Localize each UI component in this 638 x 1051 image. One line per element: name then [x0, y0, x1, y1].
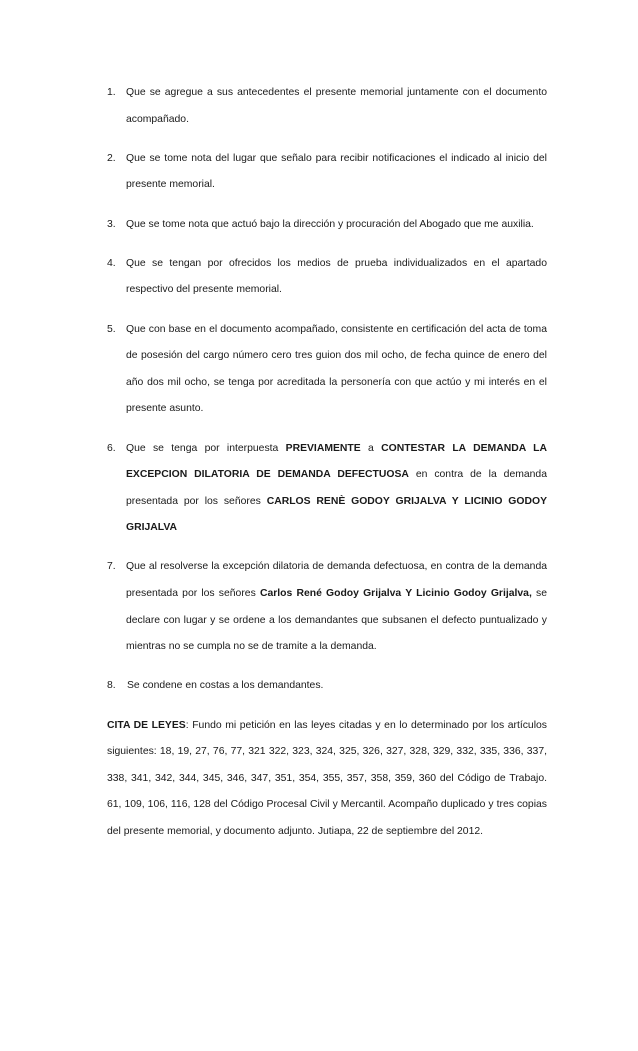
item-text-part: se declare con lugar y se ordene a los demandantes que subsanen el defecto puntualizado y mientras no se cumpla no se de tramite a la demanda.: [126, 588, 547, 653]
petition-item-5: [107, 317, 547, 423]
petition-item-1: [107, 80, 547, 133]
petition-item-3: [107, 212, 547, 239]
item-text: Que se tengan por ofrecidos los medios de prueba individualizados en el apartado respectivo del presente memorial.: [126, 257, 547, 296]
item-text-part: a: [360, 442, 382, 454]
item-bold-part: PREVIAMENTE: [285, 442, 361, 454]
item-bold-part: CONTESTAR LA DEMANDA LA EXCEPCION DILATORIA DE DEMANDA DEFECTUOSA: [126, 442, 547, 481]
document-body: [107, 80, 547, 846]
citations-text: : Fundo mi petición en las leyes citadas y en lo determinado por los artículos siguientes: 18, 19, 27, 76, 77, 321 322, 323, 324, 325, 326, 327, 328, 329, 332, 335, 336, 337, 338, 341, 342, 344, 345, 346, 347, 351, 354, 355, 357, 358, 359, 360 del Código de Trabajo. 61, 109, 106, 116, 128 del Código Procesal Civil y Mercantil. Acompaño duplicado y tres copias del presente memorial, y documento adjunto. Jutiapa, 22 de septiembre del 2012.: [107, 719, 547, 837]
item-number: 3.: [107, 218, 116, 230]
petition-item-7: [107, 554, 547, 660]
citations-label: CITA DE LEYES: [107, 719, 186, 731]
petition-item-8: [107, 673, 547, 700]
item-text: Que se tome nota del lugar que señalo para recibir notificaciones el indicado al inicio del presente memorial.: [126, 152, 547, 191]
item-text: Que con base en el documento acompañado, consistente en certificación del acta de toma de posesión del cargo número cero tres guion dos mil ocho, de fecha quince de enero del año dos mil ocho, se tenga por acreditada la personería con que actúo y mi interés en el presente asunto.: [126, 323, 547, 415]
item-text: [126, 554, 547, 660]
item-number: 7.: [107, 561, 116, 573]
item-bold-part: Carlos René Godoy Grijalva Y Licinio Godoy Grijalva,: [259, 588, 532, 600]
petition-item-2: [107, 146, 547, 199]
petition-item-4: [107, 251, 547, 304]
item-text: Que se agregue a sus antecedentes el presente memorial juntamente con el documento acompañado.: [126, 87, 547, 125]
legal-citations: [107, 713, 547, 846]
petition-item-6: [107, 436, 547, 542]
item-number: 8.: [107, 680, 116, 692]
item-text: Se condene en costas a los demandantes.: [127, 680, 324, 692]
item-text: Que se tome nota que actuó bajo la dirección y procuración del Abogado que me auxilia.: [126, 218, 534, 230]
item-text-part: Que al resolverse la excepción dilatoria de demanda defectuosa, en contra de la demanda presentada por los señores: [126, 561, 547, 600]
item-number: 4.: [107, 257, 116, 269]
item-bold-part: CARLOS RENÈ GODOY GRIJALVA Y LICINIO GODOY GRIJALVA: [126, 495, 547, 534]
item-text: [126, 436, 547, 542]
item-text-part: Que se tenga por interpuesta: [126, 442, 286, 454]
item-number: 1.: [107, 87, 116, 98]
item-number: 6.: [107, 442, 116, 454]
item-number: 2.: [107, 152, 116, 164]
item-number: 5.: [107, 323, 116, 335]
item-text-part: en contra de la demanda presentada por los señores: [126, 469, 547, 507]
